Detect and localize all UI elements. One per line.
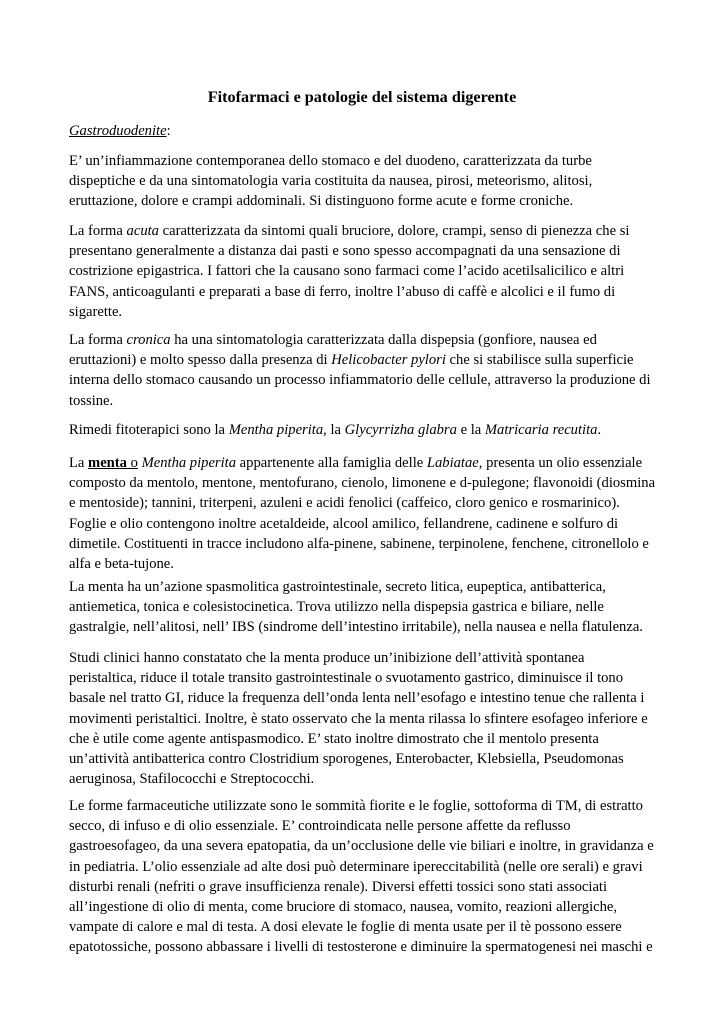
- text-run: Rimedi fitoterapici sono la: [69, 422, 229, 438]
- text-line: [69, 221, 659, 241]
- paragraph-mentha-composition: [69, 453, 659, 574]
- italic-term: Mentha piperita: [228, 422, 324, 438]
- text-line: Studi clinici hanno constatato che la menta produce un’inibizione dell’attività spontanea: [69, 650, 585, 666]
- text-line: disturbi renali (nefriti o grave insufficienza renale). Diversi effetti tossici sono stati associati: [69, 878, 608, 895]
- italic-term: Helicobacter pylori: [331, 352, 446, 369]
- text-line: all’ingestione di olio di menta, come bruciore di stomaco, nausea, vomito, reazioni allergiche,: [69, 899, 618, 916]
- text-run: o: [126, 455, 138, 471]
- italic-term: Glycyrrizha glabra: [344, 422, 457, 438]
- text-line: peristaltica, riduce il totale transito gastrointestinale o svuotamento gastrico, diminuisce il tono: [69, 670, 624, 687]
- text-run: appartenente alla famiglia delle: [236, 455, 427, 471]
- paragraph-chronic-form: [69, 330, 659, 411]
- italic-term: Mentha piperita: [141, 455, 237, 471]
- text-line: costrizione epigastrica. I fattori che la causano sono farmaci come l’acido acetilsalicilico e altri: [69, 263, 625, 280]
- text-line: secco, di infuso e di olio essenziale. E’ controindicata nelle persone affette da reflusso: [69, 818, 571, 835]
- paragraph-acute-form: [69, 221, 659, 322]
- italic-term: acuta: [126, 223, 159, 239]
- paragraph-mentha-action: [69, 577, 659, 638]
- text-run: La forma: [69, 223, 127, 239]
- text-line: in pediatria. L’olio essenziale ad alte dosi può determinare ipereccitabilità (nelle ore serali) e gravi: [69, 858, 643, 875]
- text-line: un’attività antibatterica contro Clostridium sporogenes, Enterobacter, Klebsiella, Pseudomonas: [69, 751, 624, 768]
- text-line: movimenti peristaltici. Inoltre, è stato osservato che la menta rilassa lo sfintere esofageo inferiore e: [69, 710, 648, 727]
- text-run: e la: [456, 422, 485, 438]
- paragraph-definition: [69, 151, 659, 212]
- text-run: , presenta un olio essenziale: [478, 455, 643, 471]
- text-run: La: [69, 455, 89, 471]
- text-line: [69, 350, 659, 370]
- text-run: caratterizzata da sintomi quali bruciore, dolore, crampi, senso di pienezza che si: [158, 223, 630, 239]
- text-line: La menta ha un’azione spasmolitica gastrointestinale, secreto litica, eupeptica, antibatterica,: [69, 579, 606, 595]
- text-line: Foglie e olio contengono inoltre acetaldeide, alcool amilico, fellandrene, cadinene e solfuro di: [69, 515, 619, 532]
- italic-term: Matricaria recutita: [484, 422, 598, 438]
- text-line: [69, 420, 659, 440]
- text-run: ha una sintomatologia caratterizzata dalla dispepsia (gonfiore, nausea ed: [170, 332, 597, 348]
- text-line: FANS, anticoagulanti e preparati a base di ferro, inoltre l’abuso di caffè e alcolici e il fumo di: [69, 283, 616, 300]
- section-heading-gastroduodenite: [69, 121, 171, 141]
- text-line: [69, 330, 659, 350]
- text-line: composto da mentolo, mentone, mentofurano, cienolo, limonene e d-pulegone; flavonoidi (diosmina: [69, 475, 656, 492]
- text-line: gastralgie, nell’alitosi, nell’ IBS (sindrome dell’intestino irritabile), nella nausea e nella flatulenza.: [69, 619, 643, 636]
- text-line: dispeptiche e da una sintomatologia varia costituita da nausea, pirosi, meteorismo, alitosi,: [69, 173, 593, 190]
- paragraph-remedies: [69, 420, 659, 440]
- text-line: epatotossiche, possono abbassare i livelli di testosterone e diminuire la spermatogenesi nei maschi e: [69, 939, 653, 956]
- italic-term: cronica: [126, 332, 171, 348]
- text-line: aeruginosa, Stafilococchi e Streptococchi.: [69, 771, 315, 788]
- text-line: antiemetica, tonica e colesistocinetica. Trova utilizzo nella dispepsia gastrica e biliare, nelle: [69, 599, 604, 616]
- text-line: e mentoside); tannini, triterpeni, azuleni e acidi fenolici (caffeico, cloro genico e rosmarinico).: [69, 495, 620, 512]
- italic-term: Labiatae: [426, 455, 479, 471]
- section-heading-colon: :: [166, 123, 171, 139]
- paragraph-clinical-studies: [69, 648, 659, 789]
- text-line: tossine.: [69, 392, 114, 409]
- bold-term-menta: menta: [88, 455, 127, 471]
- text-line: basale nel tratto GI, riduce la frequenza dell’onda lenta nell’esofago e intestino tenue che rallenta i: [69, 690, 645, 707]
- text-line: sigarette.: [69, 303, 123, 320]
- paragraph-pharmaceutical-forms: [69, 796, 659, 958]
- text-run: che si stabilisce sulla superficie: [445, 352, 634, 369]
- text-line: vampate di calore e mal di testa. A dosi elevate le foglie di menta usate per il tè possono essere: [69, 919, 622, 936]
- text-line: eruttazione, dolore e crampi addominali. Si distinguono forme acute e forme croniche.: [69, 193, 574, 210]
- page-title: Fitofarmaci e patologie del sistema digerente: [207, 88, 517, 106]
- text-run: La forma: [69, 332, 127, 348]
- text-line: E’ un’infiammazione contemporanea dello stomaco e del duodeno, caratterizzata da turbe: [69, 153, 592, 169]
- text-line: dimetile. Costituenti in tracce includono alfa-pinene, sabinene, terpinolene, fenchene, citronellolo e: [69, 535, 649, 552]
- text-line: Le forme farmaceutiche utilizzate sono le sommità fiorite e le foglie, sottoforma di TM, di estratto: [69, 798, 643, 814]
- section-heading-label: Gastroduodenite: [69, 123, 167, 139]
- text-line: alfa e beta-tujone.: [69, 556, 174, 573]
- text-line: [69, 453, 659, 473]
- text-run: , la: [323, 422, 345, 438]
- text-line: che è utile come agente antispasmodico. E’ stato inoltre dimostrato che il mentolo presenta: [69, 730, 599, 747]
- text-run: .: [597, 422, 602, 438]
- text-run: eruttazioni) e molto spesso dalla presenza di: [69, 352, 332, 369]
- text-line: gastroesofageo, da una severa epatopatia, da un’occlusione delle vie biliari e inoltre, in gravidanza e: [69, 838, 654, 855]
- text-line: interna dello stomaco causando un processo infiammatorio delle cellule, attraverso la produzione di: [69, 372, 651, 389]
- text-line: presentano generalmente a distanza dai pasti e sono spesso accompagnati da una sensazione di: [69, 243, 621, 260]
